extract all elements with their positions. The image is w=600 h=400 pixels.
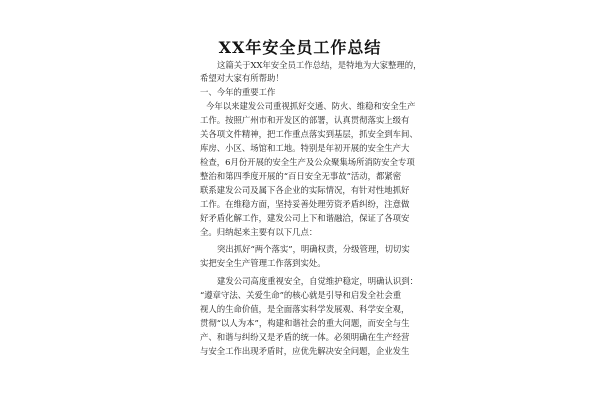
- text-line: 希望对大家有所帮助！: [200, 73, 284, 83]
- document-title: XX年安全员工作总结: [218, 38, 382, 57]
- text-line: 整治和第四季度开展的“百日安全无事故”活动，都紧密: [200, 171, 402, 181]
- text-line: 全。归纳起来主要有以下几点：: [200, 227, 318, 237]
- text-line: 贯彻“以人为本”，构建和谐社会的重大问题，而安全与生: [200, 318, 410, 328]
- text-line: 联系建发公司及属下各企业的实际情况，有针对性地抓好: [200, 185, 410, 195]
- text-line: 今年以来建发公司重视抓好交通、防火、维稳和安全生产: [206, 101, 416, 111]
- text-line: 建发公司高度重视安全，自觉维护稳定，明确认识到：: [217, 276, 418, 286]
- text-line: “遵章守法、关爱生命”的核心就是引导和启发全社会重: [200, 290, 402, 300]
- text-line: 实把安全生产管理工作落到实处。: [200, 258, 326, 268]
- text-line: 产、和谐与纠纷又是矛盾的统一体。必须明确在生产经营: [200, 332, 410, 342]
- text-line: 视人的生命价值，是全面落实科学发展观、科学安全观，: [200, 304, 410, 314]
- text-line: 突出抓好“两个落实”，明确权责，分级管理，切切实: [217, 244, 410, 254]
- text-line: 好矛盾化解工作，建发公司上下和谐融洽，保证了各项安: [200, 213, 410, 223]
- text-line: 关各项文件精神，把工作重点落实到基层，抓安全到车间、: [200, 129, 418, 139]
- text-line: 检查，6月份开展的安全生产及公众聚集场所消防安全专项: [200, 157, 415, 167]
- text-line: 这篇关于XX年安全员工作总结，是特地为大家整理的，: [217, 60, 422, 70]
- section-heading: 一、今年的重要工作: [200, 87, 276, 97]
- text-line: 工作。按照广州市和开发区的部署，认真贯彻落实上级有: [200, 115, 410, 125]
- text-line: 库房、小区、场馆和工地。特别是年初开展的安全生产大: [200, 143, 410, 153]
- text-line: 工作。在维稳方面，坚持妥善处理劳资矛盾纠纷，注意做: [200, 199, 410, 209]
- text-line: 与安全工作出现矛盾时，应优先解决安全问题，企业发生: [200, 346, 410, 356]
